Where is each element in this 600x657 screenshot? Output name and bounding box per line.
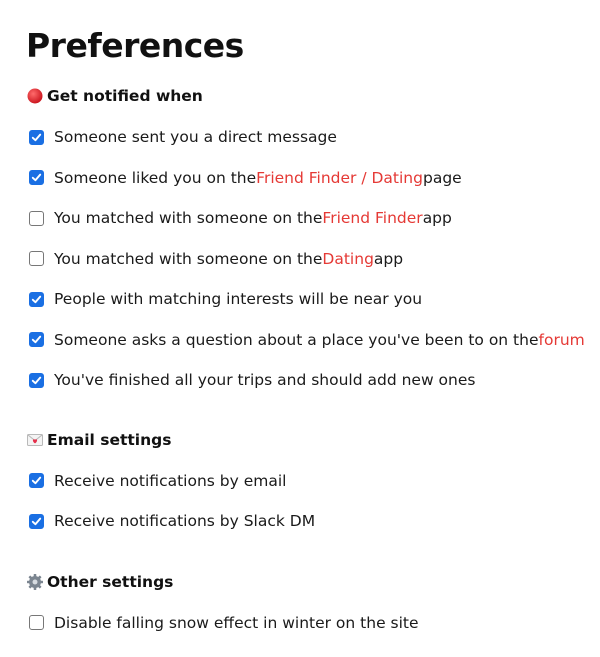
label-text: You matched with someone on the (54, 249, 323, 268)
label-text: Receive notifications by Slack DM (54, 512, 316, 531)
preference-row[interactable] (26, 501, 600, 542)
gear-icon (26, 573, 43, 590)
checkbox-checked[interactable] (29, 332, 44, 347)
label-text: You've finished all your trips and should add new ones (54, 371, 476, 390)
label-text: Someone asks a question about a place you've been to on the (54, 330, 539, 349)
checkmark-icon (31, 475, 42, 486)
label-text: app (422, 209, 452, 228)
label-text: Someone sent you a direct message (54, 128, 337, 147)
preference-row[interactable] (26, 320, 600, 361)
section-title: Other settings (47, 572, 174, 591)
preference-label (54, 290, 422, 308)
preference-row[interactable] (26, 158, 600, 199)
section-title: Email settings (47, 430, 172, 449)
preference-label (54, 250, 403, 268)
checkbox-checked[interactable] (29, 130, 44, 145)
section-heading-other (26, 570, 600, 594)
preference-label (54, 512, 315, 530)
checkmark-icon (31, 334, 42, 345)
preference-row[interactable] (26, 461, 600, 502)
checkbox-unchecked[interactable] (29, 251, 44, 266)
checkmark-icon (31, 375, 42, 386)
preference-label (54, 371, 475, 389)
checkbox-checked[interactable] (29, 473, 44, 488)
preference-row[interactable] (26, 198, 600, 239)
preference-row[interactable] (26, 279, 600, 320)
label-text: Someone liked you on the (54, 168, 257, 187)
section-heading-email (26, 428, 600, 452)
checkmark-icon (31, 294, 42, 305)
checkmark-icon (31, 516, 42, 527)
checkmark-icon (31, 132, 42, 143)
checkbox-checked[interactable] (29, 170, 44, 185)
checkmark-icon (31, 172, 42, 183)
checkbox-checked[interactable] (29, 292, 44, 307)
preference-label (54, 472, 286, 490)
checkbox-checked[interactable] (29, 373, 44, 388)
checkbox-checked[interactable] (29, 514, 44, 529)
label-text: page (422, 168, 462, 187)
inline-link[interactable]: forum (538, 330, 585, 349)
inline-link[interactable]: Dating (322, 249, 374, 268)
checkbox-unchecked[interactable] (29, 211, 44, 226)
section-title: Get notified when (47, 87, 203, 105)
section-heading-notifications (26, 84, 600, 108)
preference-row[interactable] (26, 603, 600, 644)
preference-label (54, 169, 462, 187)
label-text: Receive notifications by email (54, 471, 287, 490)
inline-link[interactable]: Friend Finder / Dating (256, 168, 423, 187)
checkbox-unchecked[interactable] (29, 615, 44, 630)
label-text: You matched with someone on the (54, 209, 323, 228)
email-settings-list (26, 461, 600, 542)
label-text: People with matching interests will be near you (54, 290, 423, 309)
preference-row[interactable] (26, 360, 600, 401)
preference-label (54, 614, 419, 632)
notification-list (26, 117, 600, 401)
red-circle-icon (26, 88, 43, 105)
page-title: Preferences (26, 26, 244, 65)
other-settings-list (26, 603, 600, 644)
inline-link[interactable]: Friend Finder (322, 209, 423, 228)
preference-row[interactable] (26, 117, 600, 158)
love-letter-icon (26, 431, 43, 448)
label-text: Disable falling snow effect in winter on the site (54, 613, 419, 632)
preference-label (54, 128, 337, 146)
label-text: app (373, 249, 404, 268)
preference-row[interactable] (26, 239, 600, 280)
preference-label (54, 331, 585, 349)
preference-label (54, 209, 452, 227)
